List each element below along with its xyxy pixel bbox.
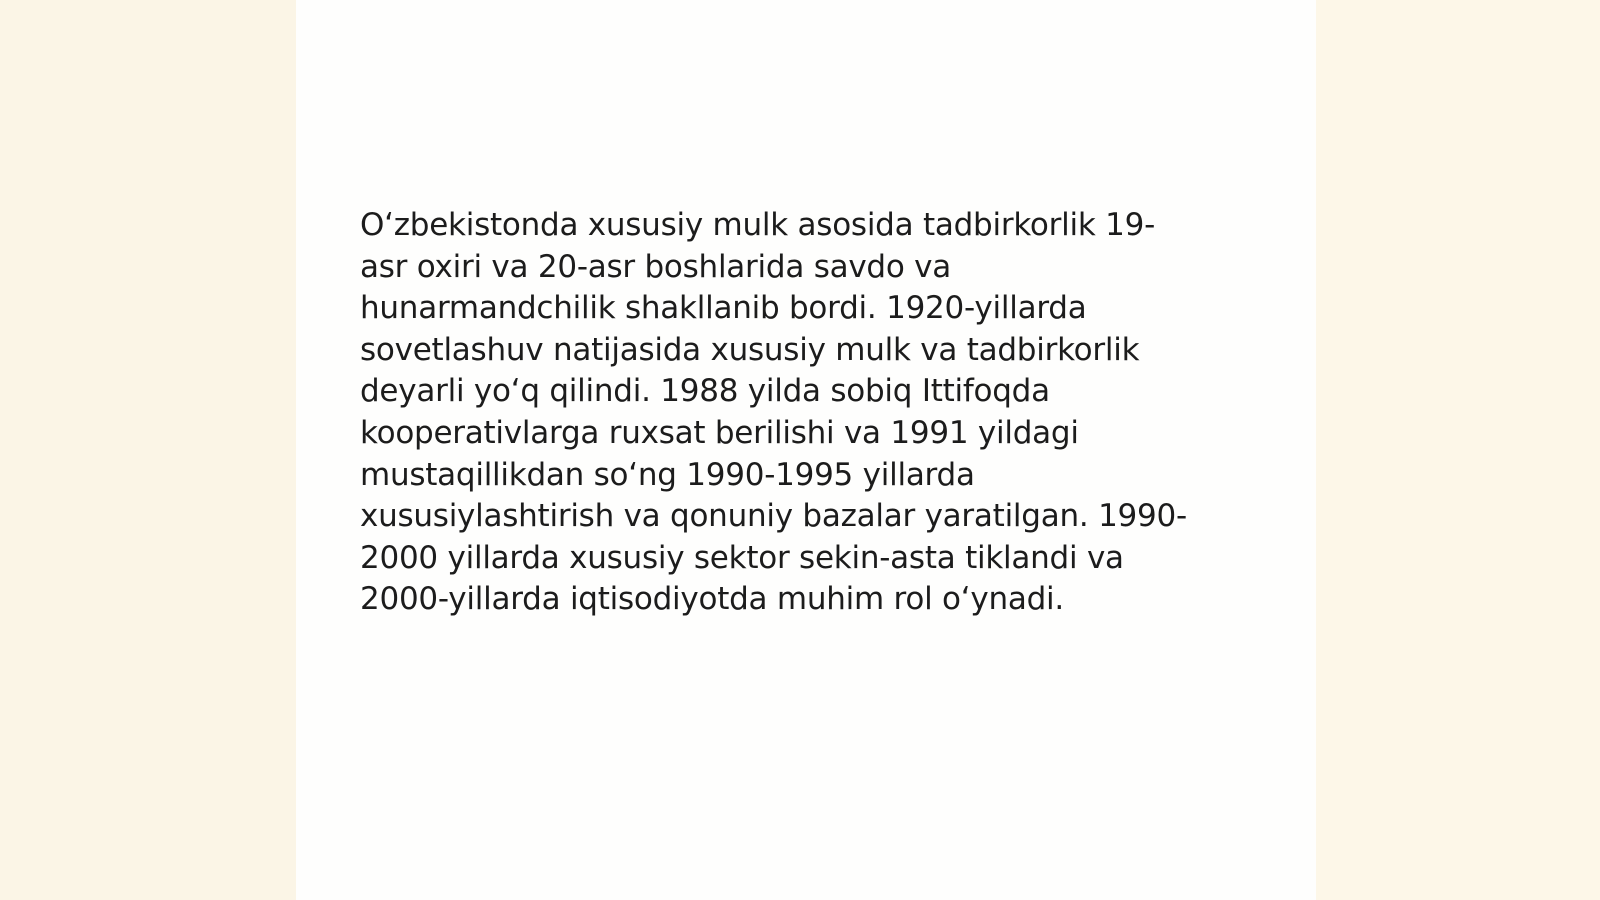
paragraph-line: deyarli yoʻq qilindi. 1988 yilda sobiq Ittifoqda	[360, 373, 1050, 410]
document-page	[296, 0, 1316, 900]
paragraph-line: hunarmandchilik shakllanib bordi. 1920-yillarda	[360, 290, 1087, 327]
paragraph-line: kooperativlarga ruxsat berilishi va 1991 yildagi	[360, 414, 1079, 451]
paragraph-line: asr oxiri va 20-asr boshlarida savdo va	[360, 248, 952, 285]
paragraph-line: sovetlashuv natijasida xususiy mulk va tadbirkorlik	[360, 331, 1140, 368]
paragraph-line: Oʻzbekistonda xususiy mulk asosida tadbirkorlik 19-	[360, 207, 1156, 243]
paragraph-line: 2000 yillarda xususiy sektor sekin-asta tiklandi va	[360, 539, 1124, 576]
paragraph-line: xususiylashtirish va qonuniy bazalar yaratilgan. 1990-	[360, 498, 1187, 535]
paragraph-line: mustaqillikdan soʻng 1990-1995 yillarda	[360, 456, 975, 493]
left-margin-panel	[0, 0, 296, 900]
body-paragraph	[360, 205, 1260, 621]
right-margin-panel	[1316, 0, 1600, 900]
paragraph-line: 2000-yillarda iqtisodiyotda muhim rol oʻynadi.	[360, 581, 1065, 618]
